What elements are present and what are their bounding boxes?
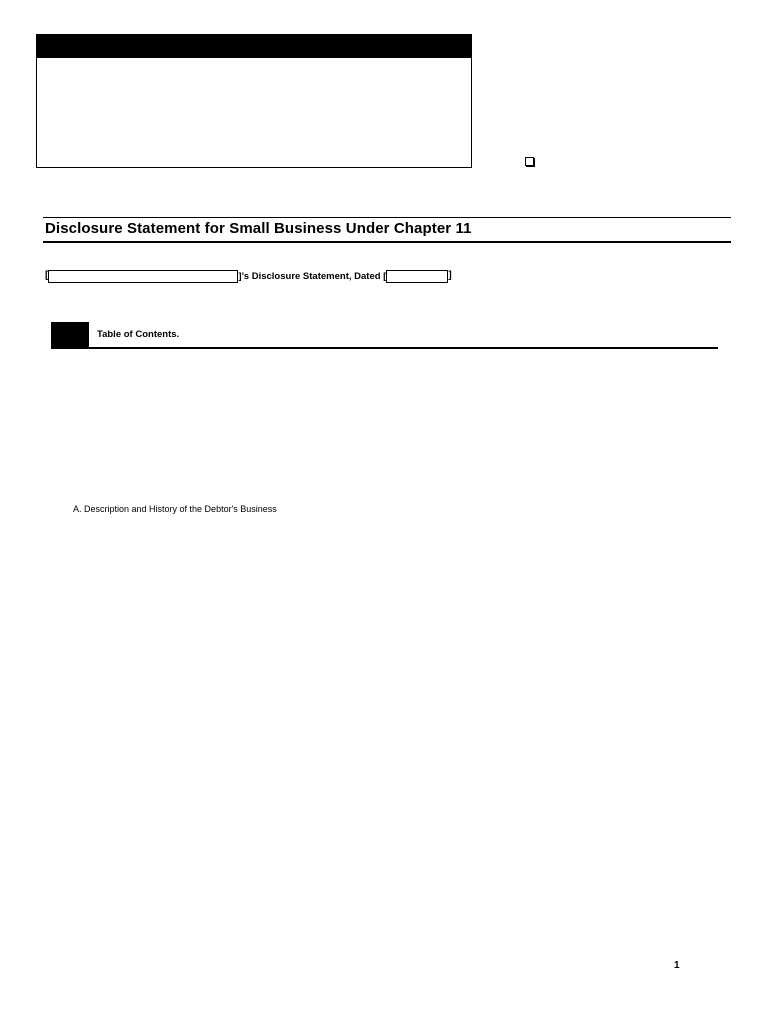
case-caption-box [36, 34, 472, 168]
section-rule [89, 347, 718, 349]
caption-header-bar [37, 35, 471, 58]
page-number: 1 [674, 960, 680, 971]
debtor-name-field[interactable] [48, 270, 238, 283]
title-top-rule [43, 217, 731, 218]
section-title: Table of Contents. [97, 329, 180, 340]
checkbox[interactable] [525, 157, 534, 166]
date-field[interactable] [386, 270, 448, 283]
dated-line [45, 268, 452, 284]
section-number-block [51, 322, 89, 349]
close-bracket: ] [448, 270, 452, 281]
open-bracket: [ [45, 270, 49, 281]
title-bottom-rule [43, 241, 731, 243]
toc-item[interactable]: A. Description and History of the Debtor's Business [73, 504, 277, 514]
document-title: Disclosure Statement for Small Business Under Chapter 11 [45, 220, 472, 237]
dated-line-text: ]’s Disclosure Statement, Dated [ [238, 270, 387, 282]
